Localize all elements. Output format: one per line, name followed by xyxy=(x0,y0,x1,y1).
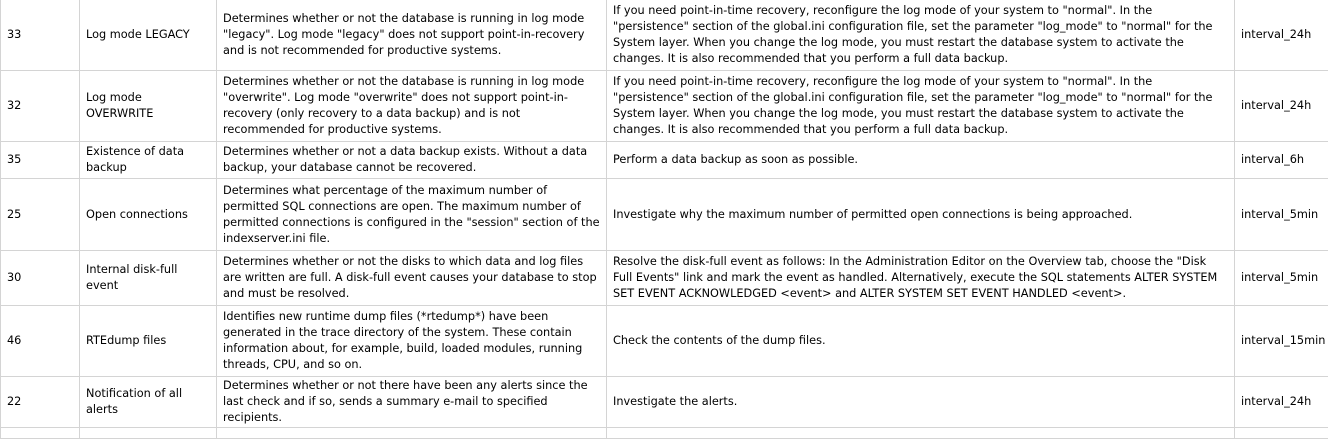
alert-interval-cell: interval_24h xyxy=(1235,0,1328,71)
table-row xyxy=(1,0,1328,71)
alert-interval-cell: interval_24h xyxy=(1235,377,1328,428)
alert-description-cell: Determines whether or not the database is running in log mode "overwrite". Log mode "overwrite" does not support point-in-recovery (only recovery to a data backup) and is not recommended for productive systems. xyxy=(217,71,607,142)
table-row xyxy=(1,306,1328,377)
table-row xyxy=(1,142,1328,179)
alert-description-cell: Identifies new runtime dump files (*rtedump*) have been generated in the trace directory of the system. These contain information about, for example, build, loaded modules, running threads, CPU, and so on. xyxy=(217,306,607,377)
alert-id-cell: 30 xyxy=(1,251,80,306)
alert-action-cell: Resolve the disk-full event as follows: In the Administration Editor on the Overview tab, choose the "Disk Full Events" link and mark the event as handled. Alternatively, execute the SQL statements ALTER SYSTEM SET EVENT ACKNOWLEDGED <event> and ALTER SYSTEM SET EVENT HANDLED <event>. xyxy=(607,251,1235,306)
empty-cell xyxy=(1,428,80,439)
table-row-partial xyxy=(1,428,1328,439)
alert-action-cell: Check the contents of the dump files. xyxy=(607,306,1235,377)
alert-action-cell: Investigate the alerts. xyxy=(607,377,1235,428)
alert-interval-cell: interval_24h xyxy=(1235,71,1328,142)
alert-name-cell: RTEdump files xyxy=(80,306,217,377)
alert-interval-cell: interval_5min xyxy=(1235,251,1328,306)
alert-name-cell: Log mode OVERWRITE xyxy=(80,71,217,142)
alert-id-cell: 33 xyxy=(1,0,80,71)
table-row xyxy=(1,251,1328,306)
alert-name-cell: Open connections xyxy=(80,179,217,251)
alerts-table-body xyxy=(1,0,1328,439)
alert-action-cell: Perform a data backup as soon as possible. xyxy=(607,142,1235,179)
alert-description-cell: Determines what percentage of the maximum number of permitted SQL connections are open. The maximum number of permitted connections is configured in the "session" section of the indexserver.ini file. xyxy=(217,179,607,251)
alert-description-cell: Determines whether or not the database is running in log mode "legacy". Log mode "legacy" does not support point-in-recovery and is not recommended for productive systems. xyxy=(217,0,607,71)
alert-name-cell: Log mode LEGACY xyxy=(80,0,217,71)
alert-description-cell: Determines whether or not a data backup exists. Without a data backup, your database cannot be recovered. xyxy=(217,142,607,179)
empty-cell xyxy=(217,428,607,439)
alert-name-cell: Internal disk-full event xyxy=(80,251,217,306)
alert-interval-cell: interval_15min xyxy=(1235,306,1328,377)
alert-action-cell: If you need point-in-time recovery, reconfigure the log mode of your system to "normal". In the "persistence" section of the global.ini configuration file, set the parameter "log_mode" to "normal" for the System layer. When you change the log mode, you must restart the database system to activate the changes. It is also recommended that you perform a full data backup. xyxy=(607,71,1235,142)
alert-id-cell: 32 xyxy=(1,71,80,142)
alert-id-cell: 35 xyxy=(1,142,80,179)
empty-cell xyxy=(1235,428,1328,439)
alert-action-cell: Investigate why the maximum number of permitted open connections is being approached. xyxy=(607,179,1235,251)
alert-interval-cell: interval_5min xyxy=(1235,179,1328,251)
table-row xyxy=(1,377,1328,428)
table-row xyxy=(1,179,1328,251)
empty-cell xyxy=(607,428,1235,439)
alert-name-cell: Existence of data backup xyxy=(80,142,217,179)
alert-id-cell: 46 xyxy=(1,306,80,377)
alert-id-cell: 22 xyxy=(1,377,80,428)
alert-description-cell: Determines whether or not there have been any alerts since the last check and if so, sends a summary e-mail to specified recipients. xyxy=(217,377,607,428)
empty-cell xyxy=(80,428,217,439)
alert-action-cell: If you need point-in-time recovery, reconfigure the log mode of your system to "normal". In the "persistence" section of the global.ini configuration file, set the parameter "log_mode" to "normal" for the System layer. When you change the log mode, you must restart the database system to activate the changes. It is also recommended that you perform a full data backup. xyxy=(607,0,1235,71)
alert-id-cell: 25 xyxy=(1,179,80,251)
alert-interval-cell: interval_6h xyxy=(1235,142,1328,179)
alert-name-cell: Notification of all alerts xyxy=(80,377,217,428)
alert-description-cell: Determines whether or not the disks to which data and log files are written are full. A disk-full event causes your database to stop and must be resolved. xyxy=(217,251,607,306)
table-row xyxy=(1,71,1328,142)
